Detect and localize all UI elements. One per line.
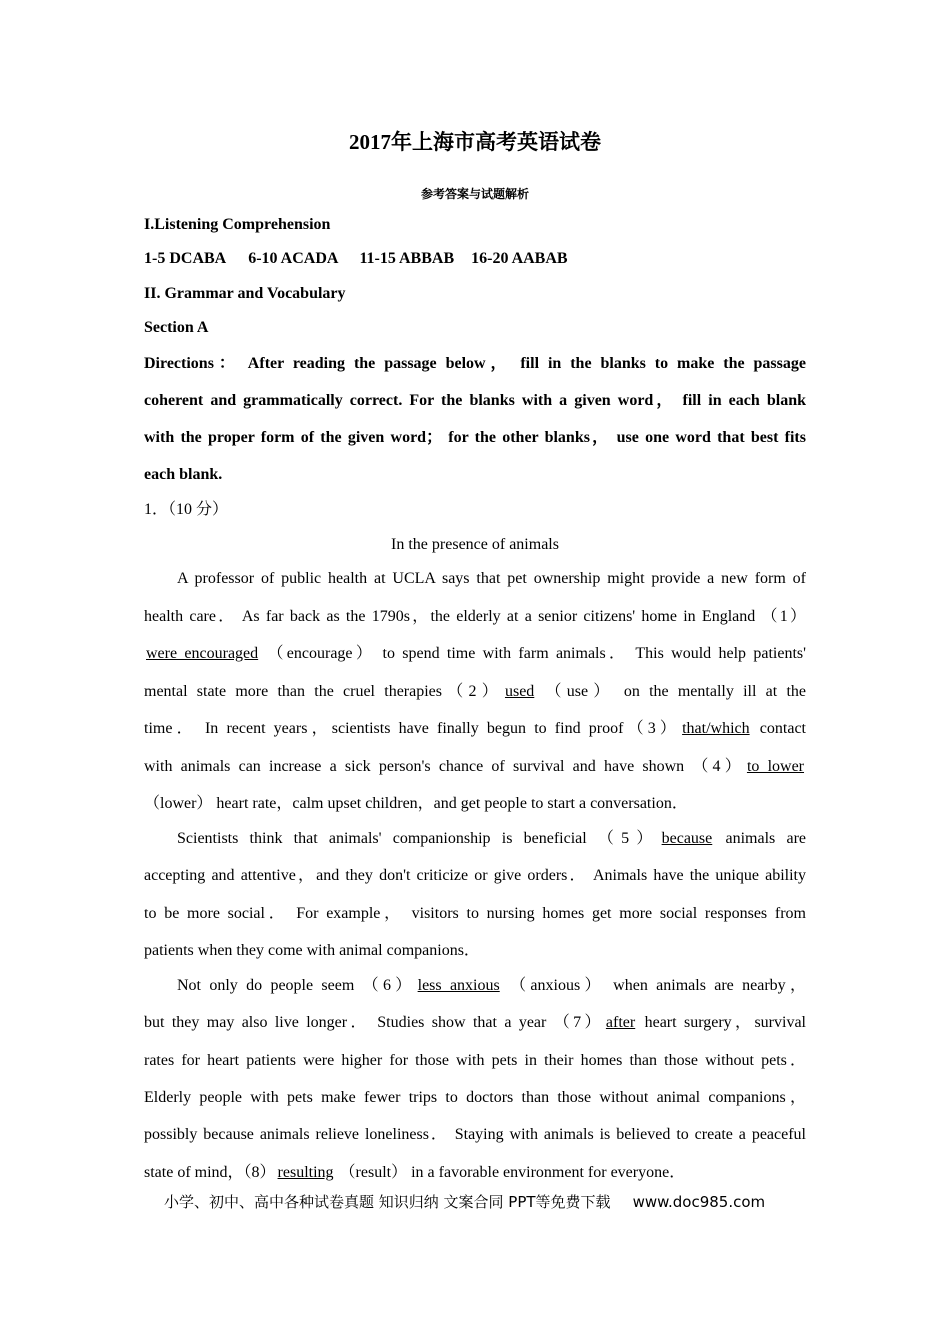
directions-line: coherent and grammatically correct. For the blanks with a given word， fill in each blank [144,392,806,409]
answer-blank: after [605,1014,636,1031]
footer-link[interactable]: www.doc985.com [632,1193,766,1211]
passage-line: （lower） heart rate，calm upset children，and get people to start a conversation． [144,795,688,812]
answer-blank: resulting [277,1164,334,1181]
page-title: 2017年上海市高考英语试卷 [349,130,601,154]
answer-group: 16-20 AABAB [471,250,568,267]
page-subtitle: 参考答案与试题解析 [420,187,529,201]
passage-title: In the presence of animals [391,536,559,553]
answer-group: 1-5 DCABA [144,250,227,267]
directions-line: with the proper form of the given word； for the other blanks， use one word that best fits [144,429,806,446]
passage-line: Not only do people seem （6） less anxious （anxious） when animals are nearby， [177,977,806,994]
answer-group: 11-15 ABBAB [359,250,455,267]
listening-answers [144,249,568,269]
passage-line: time． In recent years，scientists have finally begun to find proof（3） that/which contact [144,720,806,737]
footer-text: 小学、初中、高中各种试卷真题 知识归纳 文案合同 PPT等免费下载 [164,1193,611,1211]
answer-blank: less anxious [417,977,500,994]
passage-line: A professor of public health at UCLA says that pet ownership might provide a new form of [177,570,806,587]
passage-line: patients when they come with animal companions． [144,942,480,959]
question-number: 1．（10 分） [144,501,229,518]
passage-line: health care． As far back as the 1790s，the elderly at a senior citizens' home in England （1） [144,608,807,625]
directions-line: each blank. [144,466,223,483]
answer-blank: used [504,683,535,700]
directions-line: Directions： After reading the passage below， fill in the blanks to make the passage [144,355,806,372]
passage-line: state of mind，（8） resulting （result） in a favorable environment for everyone． [144,1164,686,1181]
answer-blank: to lower [746,758,805,775]
answer-blank: that/which [682,720,750,737]
passage-line: rates for heart patients were higher for those with pets in their homes than those without pets． [144,1052,806,1069]
answer-blank: were encouraged [146,645,259,662]
passage-line: with animals can increase a sick person's chance of survival and have shown （4） to lower [144,758,805,775]
page-footer [164,1191,765,1212]
listening-heading: I.Listening Comprehension [144,216,331,233]
answer-group: 6-10 ACADA [248,250,339,267]
passage-line: accepting and attentive，and they don't criticize or give orders． Animals have the unique ability [144,867,806,884]
passage-line: but they may also live longer． Studies show that a year （7） after heart surgery，survival [144,1014,806,1031]
passage-line: mental state more than the cruel therapies（2） used （use） on the mentally ill at the [144,683,806,700]
grammar-heading: II. Grammar and Vocabulary [144,285,346,302]
passage-line: to be more social． For example， visitors to nursing homes get more social responses from [144,905,806,922]
passage-line: were encouraged （encourage） to spend time with farm animals． This would help patients' [146,645,806,662]
section-a-heading: Section A [144,319,209,336]
passage-line: Elderly people with pets make fewer trips to doctors than those without animal companions， [144,1089,806,1106]
passage-line: possibly because animals relieve loneliness． Staying with animals is believed to create a peaceful [144,1126,806,1143]
answer-blank: because [661,830,713,847]
passage-line: Scientists think that animals' companionship is beneficial （5） because animals are [177,830,806,847]
